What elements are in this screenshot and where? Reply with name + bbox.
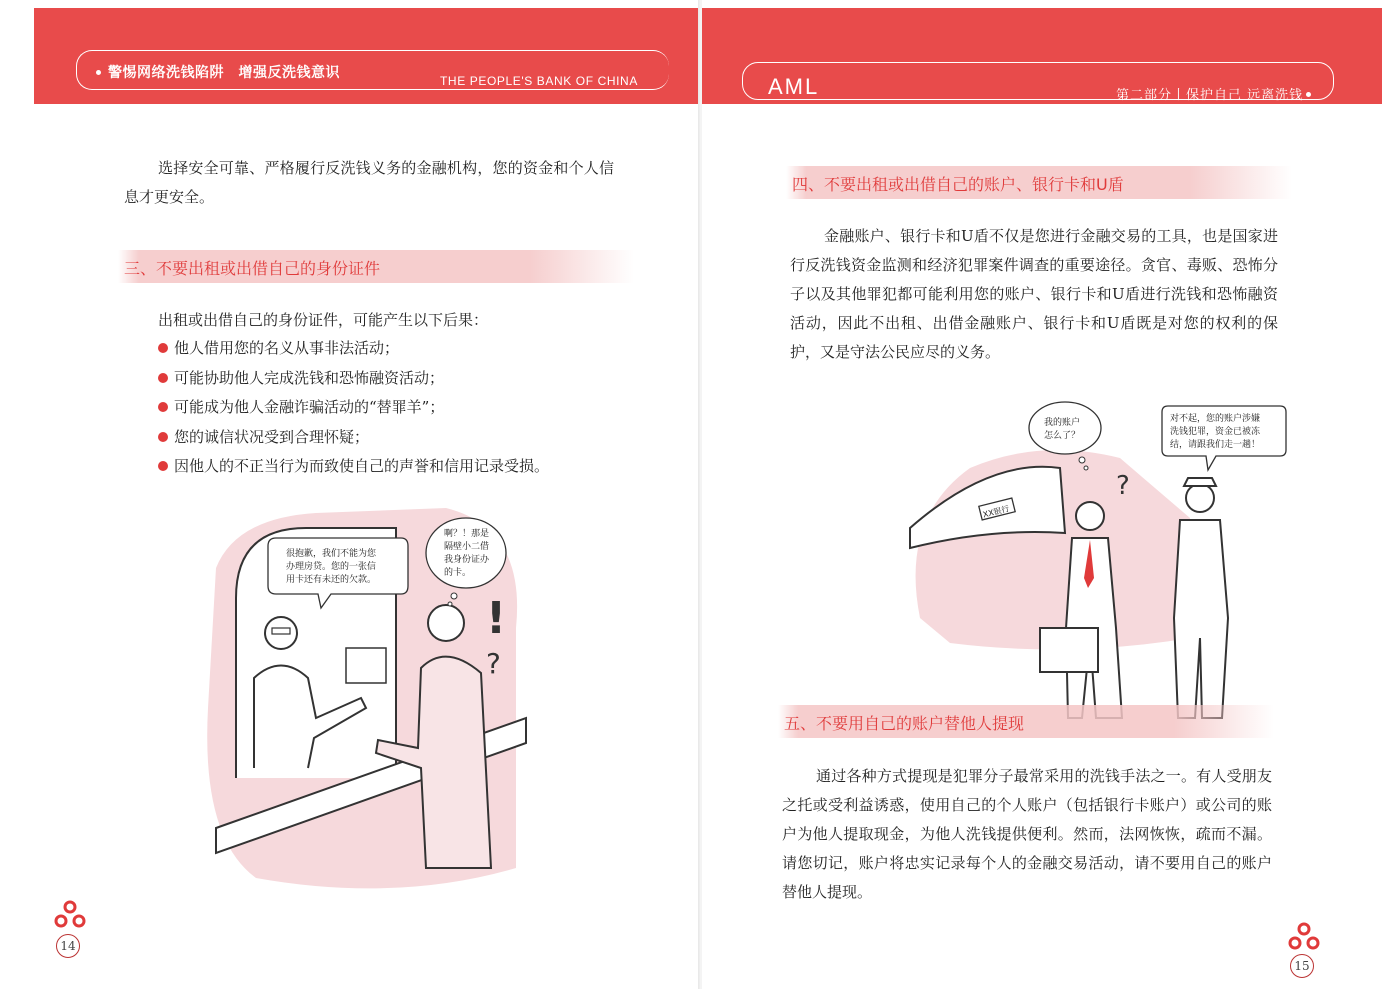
bullet-dot-icon — [158, 432, 168, 442]
header-dot-icon — [96, 70, 101, 75]
consequence-list — [158, 334, 628, 482]
briefcase-icon — [1040, 628, 1098, 672]
list-item: 他人借用您的名义从事非法活动； — [158, 334, 628, 364]
bullet-dot-icon — [158, 461, 168, 471]
bank-sign-text: XX银行 — [981, 504, 1011, 520]
man-thought-bubble — [1029, 402, 1101, 454]
bullet-dot-icon — [158, 373, 168, 383]
police-body — [1174, 520, 1228, 718]
clerk-head — [265, 617, 297, 649]
header-dot-icon — [1306, 92, 1311, 97]
question-icon: ? — [486, 647, 501, 680]
question-icon: ? — [1116, 471, 1130, 501]
bullet-dot-icon — [158, 343, 168, 353]
police-line-2: 洗钱犯罪，资金已被冻 — [1170, 427, 1261, 437]
section3-heading: 三、不要出租或出借自己的身份证件 — [118, 250, 634, 283]
page-number-left: 14 — [56, 934, 80, 958]
section3-intro: 出租或出借自己的身份证件，可能产生以下后果： — [158, 311, 489, 329]
list-item: 可能成为他人金融诈骗活动的“替罪羊”； — [158, 393, 628, 423]
header-subtitle: THE PEOPLE'S BANK OF CHINA — [440, 74, 638, 88]
header-aml: AML — [768, 74, 820, 99]
header-title: 警惕网络洗钱陷阱 增强反洗钱意识 — [108, 65, 340, 81]
man-line-1: 我的账户 — [1044, 418, 1081, 428]
section5-heading: 五、不要用自己的账户替他人提现 — [778, 705, 1274, 738]
customer-line-1: 啊？！那是 — [444, 529, 490, 539]
police-line-1: 对不起，您的账户涉嫌 — [1170, 414, 1261, 424]
section4-paragraph: 金融账户、银行卡和U盾不仅是您进行金融交易的工具，也是国家进行反洗钱资金监测和经济犯罪案件调查的重要途径。贪官、毒贩、恐怖分子以及其他罪犯都可能利用您的账户、银行卡和U盾进行洗钱和恐怖融资活动，因此不出租、出借金融账户、银行卡和U盾既是对您的权利的保护，又是守法公民应尽的义务。 — [790, 227, 1278, 361]
exclamation-icon: ! — [486, 593, 507, 644]
section4-heading: 四、不要出租或出借自己的账户、银行卡和U盾 — [786, 166, 1292, 199]
section5-paragraph: 通过各种方式提现是犯罪分子最常采用的洗钱手法之一。有人受朋友之托或受利益诱惑，使用自己的个人账户（包括银行卡账户）或公司的账户为他人提取现金，为他人洗钱提供便利。然而，法网恢恢，疏而不漏。请您切记，账户将忠实记录每个人的金融交易活动，请不要用自己的账户替他人提现。 — [782, 767, 1272, 901]
right-page — [702, 0, 1400, 989]
man-line-2: 怎么了？ — [1044, 431, 1081, 441]
bank-counter-illustration — [196, 508, 556, 898]
list-item: 您的诚信状况受到合理怀疑； — [158, 423, 628, 453]
police-head — [1186, 484, 1214, 512]
customer-line-4: 的卡。 — [444, 568, 472, 578]
clerk-line-2: 办理房贷。您的一张信 — [286, 562, 377, 572]
clerk-line-1: 很抱歉，我们不能为您 — [286, 549, 377, 559]
clerk-line-3: 用卡还有未还的欠款。 — [286, 575, 377, 585]
thought-dot — [448, 602, 452, 606]
monitor-icon — [346, 648, 386, 683]
thought-dot — [1084, 466, 1088, 470]
bullet-dot-icon — [158, 402, 168, 412]
customer-head — [428, 605, 464, 641]
header-part: 第二部分丨保护自己 远离洗钱 — [1116, 88, 1304, 103]
police-line-3: 结，请跟我们走一趟！ — [1170, 440, 1261, 450]
list-item: 因他人的不正当行为而致使自己的声誉和信用记录受损。 — [158, 452, 628, 482]
pboc-logo-icon — [1288, 922, 1320, 950]
intro-paragraph: 选择安全可靠、严格履行反洗钱义务的金融机构，您的资金和个人信息才更安全。 — [124, 159, 614, 206]
police-illustration — [890, 398, 1310, 728]
thought-dot — [451, 593, 457, 599]
customer-line-3: 我身份证办 — [444, 555, 490, 565]
page-number-right: 15 — [1290, 954, 1314, 978]
police-cap-icon — [1184, 478, 1216, 486]
list-item: 可能协助他人完成洗钱和恐怖融资活动； — [158, 364, 628, 394]
man-head — [1076, 502, 1104, 530]
thought-dot — [1079, 457, 1085, 463]
customer-line-2: 隔壁小二借 — [444, 542, 490, 552]
pboc-logo-icon — [54, 900, 86, 928]
